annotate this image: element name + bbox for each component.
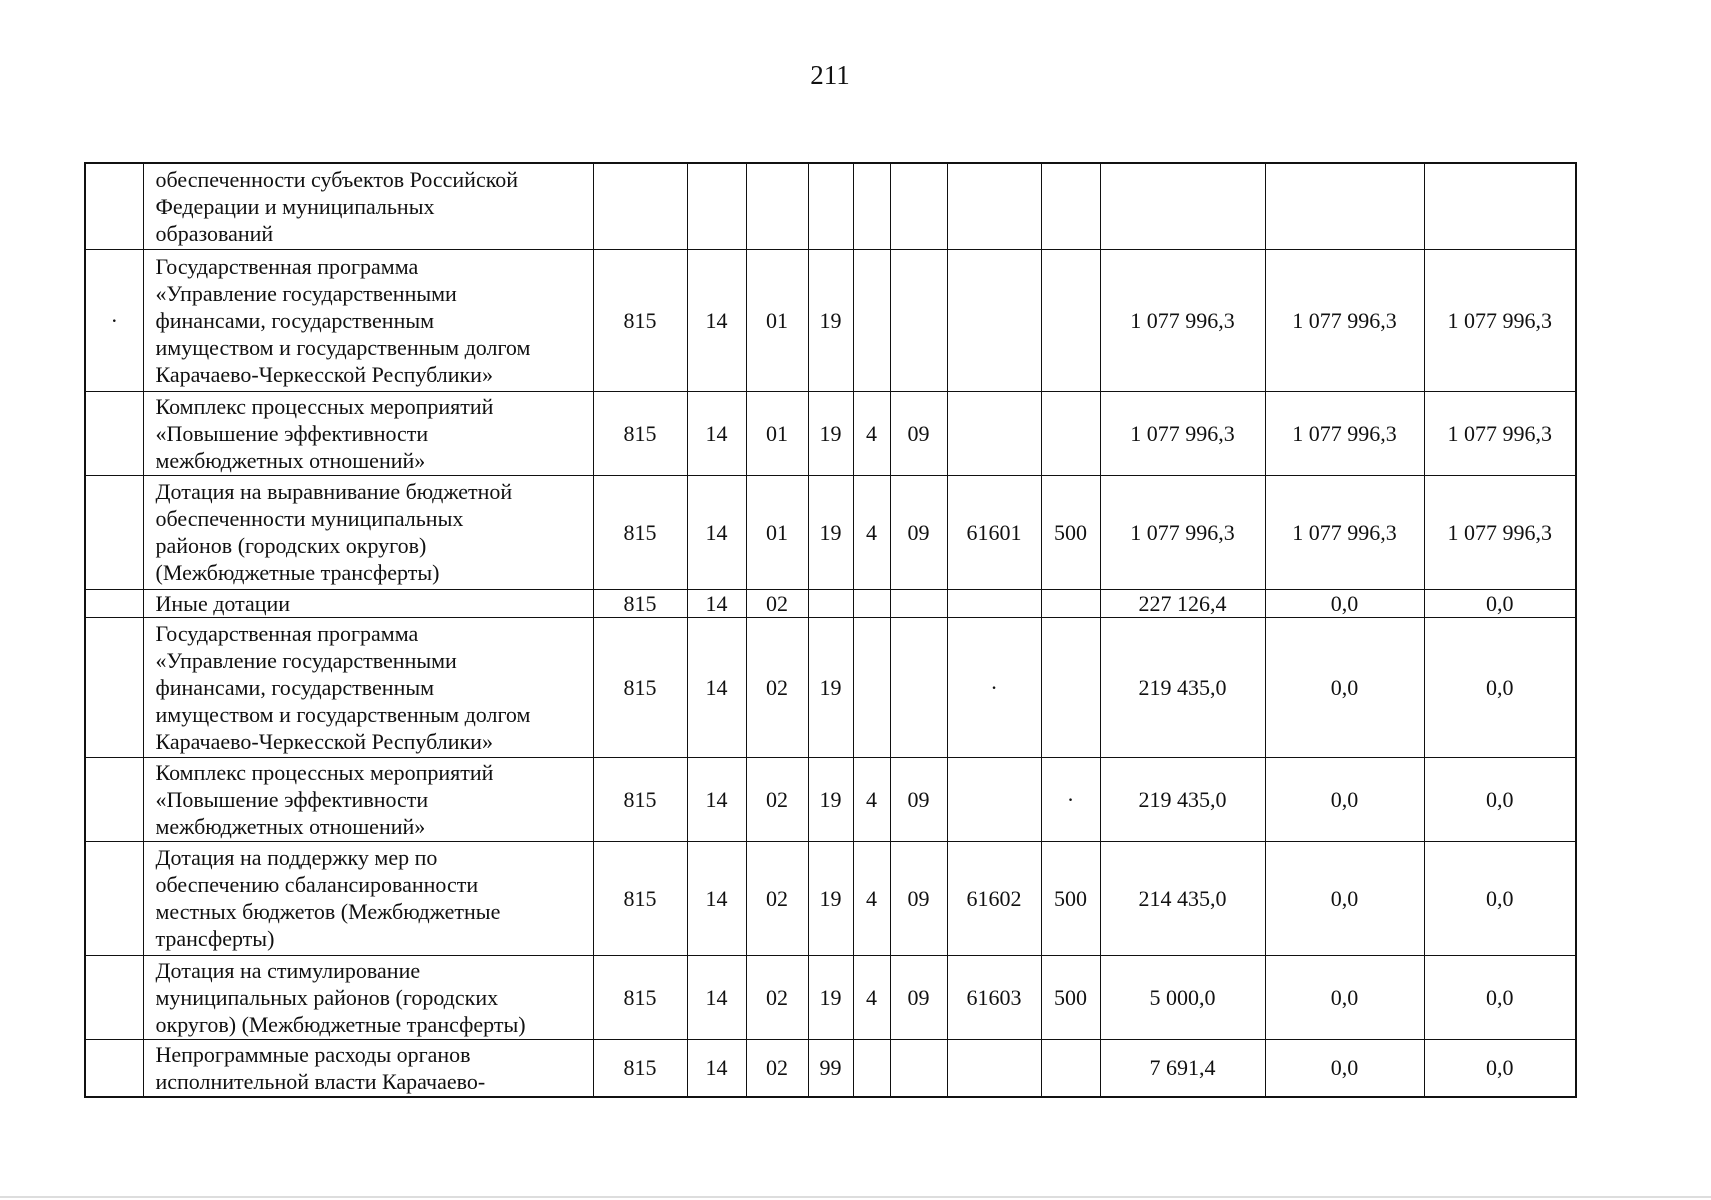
row-name-text: Государственная программа «Управление государственными финансами, государственным имуществом и государственным долгом Карачаево-Черкесской Республики» (155, 253, 531, 387)
value-cell: 19 (808, 249, 853, 391)
value-cell (853, 249, 890, 391)
value-cell: 02 (746, 617, 808, 757)
row-name-text: обеспеченности субъектов Российской Федерации и муниципальных образований (155, 166, 519, 246)
row-marker-cell (85, 757, 143, 841)
row-marker-cell (85, 163, 143, 249)
table-row (85, 617, 1576, 757)
value-cell: 815 (593, 1039, 687, 1097)
value-cell: 1 077 996,3 (1424, 391, 1576, 475)
value-cell: 219 435,0 (1100, 757, 1265, 841)
value-cell: 19 (808, 475, 853, 589)
row-name-text: Дотация на выравнивание бюджетной обеспеченности муниципальных районов (городских округов) (Межбюджетные трансферты) (155, 479, 513, 585)
table-row (85, 475, 1576, 589)
value-cell: 7 691,4 (1100, 1039, 1265, 1097)
value-cell: 1 077 996,3 (1100, 249, 1265, 391)
value-cell (853, 1039, 890, 1097)
row-name-text: Дотация на стимулирование муниципальных районов (городских округов) (Межбюджетные трансферты) (155, 957, 526, 1037)
value-cell (947, 249, 1041, 391)
value-cell (853, 163, 890, 249)
value-cell: 02 (746, 841, 808, 955)
value-cell: 227 126,4 (1100, 589, 1265, 617)
value-cell: 0,0 (1265, 617, 1424, 757)
table-row (85, 955, 1576, 1039)
value-cell (1100, 163, 1265, 249)
row-marker-cell (85, 955, 143, 1039)
value-cell: 1 077 996,3 (1424, 249, 1576, 391)
value-cell: · (947, 617, 1041, 757)
row-name-cell (143, 475, 593, 589)
row-name-cell (143, 617, 593, 757)
page-number: 211 (810, 60, 850, 90)
value-cell: 14 (687, 475, 746, 589)
page-bottom-edge (0, 1196, 1711, 1198)
value-cell: 09 (890, 475, 947, 589)
value-cell: 815 (593, 757, 687, 841)
value-cell: 02 (746, 757, 808, 841)
value-cell (1424, 163, 1576, 249)
value-cell: 01 (746, 249, 808, 391)
value-cell (947, 163, 1041, 249)
value-cell (890, 249, 947, 391)
value-cell: 61603 (947, 955, 1041, 1039)
value-cell: 0,0 (1265, 955, 1424, 1039)
value-cell (1041, 1039, 1100, 1097)
value-cell: 0,0 (1265, 589, 1424, 617)
table-row (85, 391, 1576, 475)
value-cell: 815 (593, 391, 687, 475)
value-cell (853, 589, 890, 617)
value-cell: 4 (853, 475, 890, 589)
table-row (85, 841, 1576, 955)
value-cell: 1 077 996,3 (1100, 475, 1265, 589)
value-cell: 4 (853, 841, 890, 955)
value-cell: 1 077 996,3 (1424, 475, 1576, 589)
value-cell (808, 163, 853, 249)
value-cell: 815 (593, 955, 687, 1039)
budget-table (84, 162, 1577, 1098)
value-cell (1041, 391, 1100, 475)
value-cell: 14 (687, 391, 746, 475)
value-cell: 09 (890, 955, 947, 1039)
value-cell: 4 (853, 391, 890, 475)
value-cell (1041, 589, 1100, 617)
row-name-text: Иные дотации (155, 590, 291, 616)
row-name-cell (143, 955, 593, 1039)
value-cell: 815 (593, 841, 687, 955)
value-cell (947, 1039, 1041, 1097)
value-cell: 4 (853, 955, 890, 1039)
row-marker-cell (85, 617, 143, 757)
table-row (85, 163, 1576, 249)
value-cell: 214 435,0 (1100, 841, 1265, 955)
value-cell: 14 (687, 955, 746, 1039)
row-name-cell (143, 757, 593, 841)
row-name-cell (143, 589, 593, 617)
value-cell (947, 589, 1041, 617)
value-cell: 19 (808, 617, 853, 757)
value-cell (890, 617, 947, 757)
value-cell: 0,0 (1424, 955, 1576, 1039)
value-cell: 14 (687, 1039, 746, 1097)
row-name-text: Непрограммные расходы органов исполнительной власти Карачаево- (155, 1041, 486, 1094)
value-cell: 02 (746, 589, 808, 617)
row-marker-cell (85, 391, 143, 475)
value-cell (890, 163, 947, 249)
value-cell (890, 1039, 947, 1097)
table-row (85, 757, 1576, 841)
value-cell: 815 (593, 249, 687, 391)
value-cell: 19 (808, 841, 853, 955)
row-marker-cell (85, 475, 143, 589)
row-marker-cell (85, 841, 143, 955)
value-cell: 14 (687, 617, 746, 757)
row-marker-cell: · (85, 249, 143, 391)
row-marker-cell (85, 1039, 143, 1097)
row-name-text: Государственная программа «Управление государственными финансами, государственным имуществом и государственным долгом Карачаево-Черкесской Республики» (155, 620, 531, 754)
value-cell: 500 (1041, 841, 1100, 955)
value-cell: 14 (687, 249, 746, 391)
row-name-cell (143, 1039, 593, 1097)
value-cell (890, 589, 947, 617)
value-cell (808, 589, 853, 617)
value-cell: 815 (593, 589, 687, 617)
value-cell: 0,0 (1265, 1039, 1424, 1097)
value-cell: 14 (687, 841, 746, 955)
value-cell: 01 (746, 475, 808, 589)
value-cell: 01 (746, 391, 808, 475)
value-cell: 19 (808, 391, 853, 475)
value-cell: 1 077 996,3 (1265, 391, 1424, 475)
value-cell (687, 163, 746, 249)
value-cell: 0,0 (1424, 841, 1576, 955)
value-cell: 0,0 (1424, 757, 1576, 841)
table-row (85, 1039, 1576, 1097)
value-cell: 0,0 (1424, 617, 1576, 757)
value-cell (1041, 249, 1100, 391)
value-cell: 09 (890, 391, 947, 475)
value-cell: 02 (746, 955, 808, 1039)
value-cell: 1 077 996,3 (1100, 391, 1265, 475)
value-cell: 02 (746, 1039, 808, 1097)
value-cell: 0,0 (1265, 841, 1424, 955)
row-name-cell (143, 249, 593, 391)
value-cell: 1 077 996,3 (1265, 475, 1424, 589)
value-cell (947, 757, 1041, 841)
value-cell: 61601 (947, 475, 1041, 589)
value-cell (746, 163, 808, 249)
value-cell: 815 (593, 617, 687, 757)
value-cell (593, 163, 687, 249)
value-cell: 815 (593, 475, 687, 589)
value-cell: 500 (1041, 475, 1100, 589)
value-cell: 500 (1041, 955, 1100, 1039)
value-cell: 0,0 (1424, 1039, 1576, 1097)
row-name-text: Комплекс процессных мероприятий «Повышение эффективности межбюджетных отношений» (155, 759, 494, 839)
value-cell (1041, 617, 1100, 757)
value-cell (1041, 163, 1100, 249)
row-name-cell (143, 391, 593, 475)
value-cell: 19 (808, 955, 853, 1039)
row-name-cell (143, 841, 593, 955)
value-cell: 5 000,0 (1100, 955, 1265, 1039)
table-row (85, 589, 1576, 617)
value-cell: 14 (687, 589, 746, 617)
value-cell: 0,0 (1424, 589, 1576, 617)
value-cell: 1 077 996,3 (1265, 249, 1424, 391)
value-cell: 09 (890, 841, 947, 955)
value-cell (853, 617, 890, 757)
row-name-text: Дотация на поддержку мер по обеспечению сбалансированности местных бюджетов (Межбюджетные трансферты) (155, 845, 501, 951)
row-marker-cell (85, 589, 143, 617)
row-name-text: Комплекс процессных мероприятий «Повышение эффективности межбюджетных отношений» (155, 393, 494, 473)
value-cell: 0,0 (1265, 757, 1424, 841)
table-row (85, 249, 1576, 391)
value-cell: 4 (853, 757, 890, 841)
value-cell: 09 (890, 757, 947, 841)
value-cell: 61602 (947, 841, 1041, 955)
value-cell: 19 (808, 757, 853, 841)
value-cell: 219 435,0 (1100, 617, 1265, 757)
value-cell (1265, 163, 1424, 249)
value-cell (947, 391, 1041, 475)
value-cell: 99 (808, 1039, 853, 1097)
value-cell: 14 (687, 757, 746, 841)
row-name-cell (143, 163, 593, 249)
value-cell: · (1041, 757, 1100, 841)
